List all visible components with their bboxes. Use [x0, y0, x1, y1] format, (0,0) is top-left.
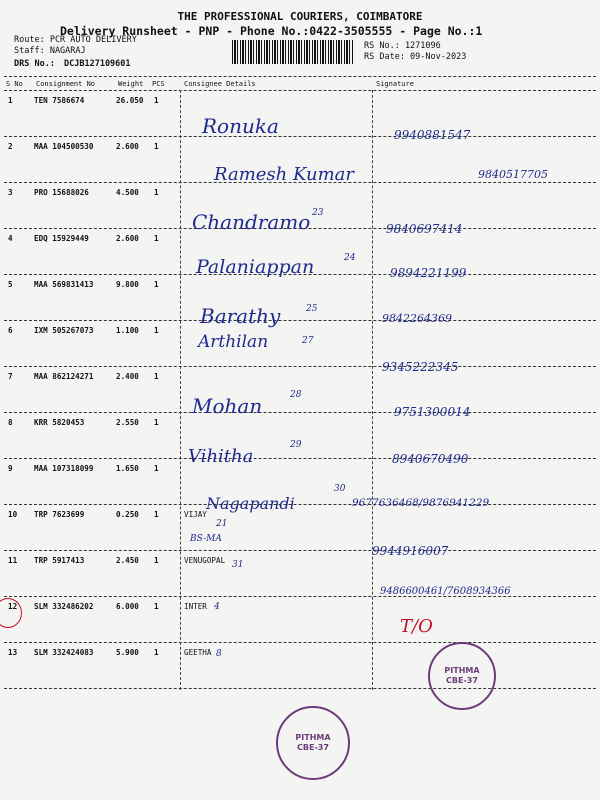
divider: [4, 76, 596, 77]
drs-label: DRS No.:: [14, 59, 55, 69]
row-weight: 1.100: [116, 326, 139, 335]
row-consignee: VIJAY: [184, 510, 207, 519]
row-pcs: 1: [154, 464, 159, 473]
row-sno: 1: [8, 96, 13, 105]
handwritten-name: Nagapandi: [206, 494, 295, 513]
handwritten-mark: T/O: [400, 616, 433, 637]
drs-number: DCJB127109601: [64, 59, 131, 69]
row-pcs: 1: [154, 510, 159, 519]
row-sno: 10: [8, 510, 18, 519]
col-consignment: Consignment No: [36, 80, 96, 88]
col-pcs: PCS: [152, 80, 165, 88]
handwritten-phone: 9840697414: [386, 222, 463, 236]
row-consignment: IXM 505267073: [34, 326, 94, 335]
handwritten-number: 27: [302, 336, 314, 346]
row-consignment: TEN 7586674: [34, 96, 85, 105]
handwritten-phone: 9751300014: [394, 405, 471, 419]
handwritten-phone: 9677636468/9876941229: [352, 497, 490, 509]
handwritten-phone: 9486600461/7608934366: [380, 586, 511, 597]
handwritten-number: 4: [214, 602, 220, 612]
col-sno: S No: [6, 80, 23, 88]
row-weight: 2.600: [116, 142, 139, 151]
divider: [4, 90, 596, 91]
row-consignee: INTER: [184, 602, 207, 611]
company-stamp: PITHMA CBE-37: [276, 706, 350, 780]
row-consignment: KRR 5820453: [34, 418, 85, 427]
row-pcs: 1: [154, 556, 159, 565]
column-rule: [180, 90, 181, 690]
row-pcs: 1: [154, 280, 159, 289]
row-divider: [4, 412, 596, 413]
column-rule: [372, 90, 373, 690]
row-pcs: 1: [154, 96, 159, 105]
row-pcs: 1: [154, 326, 159, 335]
row-weight: 2.550: [116, 418, 139, 427]
handwritten-phone: 9842264369: [382, 312, 452, 325]
row-divider: [4, 550, 596, 551]
handwritten-number: 28: [290, 390, 302, 400]
handwritten-name: Vihitha: [188, 446, 254, 467]
handwritten-number: 29: [290, 440, 302, 450]
row-divider: [4, 366, 596, 367]
row-weight: 2.400: [116, 372, 139, 381]
handwritten-name: Barathy: [200, 304, 281, 328]
row-pcs: 1: [154, 372, 159, 381]
row-sno: 12: [8, 602, 18, 611]
row-pcs: 1: [154, 234, 159, 243]
row-pcs: 1: [154, 188, 159, 197]
row-consignment: MAA 107318099: [34, 464, 94, 473]
row-sno: 11: [8, 556, 18, 565]
row-divider: [4, 642, 596, 643]
row-consignment: SLM 332486202: [34, 602, 94, 611]
row-consignment: EDQ 15929449: [34, 234, 89, 243]
row-sno: 9: [8, 464, 13, 473]
handwritten-phone: 9940881547: [394, 128, 471, 142]
row-consignee: GEETHA: [184, 648, 212, 657]
row-sno: 2: [8, 142, 13, 151]
handwritten-phone: 8940670490: [392, 452, 469, 466]
handwritten-name: Chandramo: [192, 210, 311, 234]
handwritten-note: BS-MA: [190, 534, 222, 544]
handwritten-number: 23: [312, 208, 324, 218]
handwritten-name: Mohan: [192, 394, 263, 418]
row-consignment: MAA 104500530: [34, 142, 94, 151]
row-pcs: 1: [154, 648, 159, 657]
handwritten-phone: 9944916007: [372, 544, 449, 558]
row-sno: 8: [8, 418, 13, 427]
row-divider: [4, 136, 596, 137]
row-sno: 6: [8, 326, 13, 335]
company-name: THE PROFESSIONAL COURIERS, COIMBATORE: [177, 10, 423, 23]
red-circle-mark: [0, 598, 22, 628]
row-divider: [4, 504, 596, 505]
row-divider: [4, 458, 596, 459]
row-weight: 26.050: [116, 96, 144, 105]
handwritten-phone: 9840517705: [478, 168, 548, 181]
rs-number: RS No.: 1271096: [364, 41, 441, 51]
row-sno: 7: [8, 372, 13, 381]
row-divider: [4, 688, 596, 689]
row-sno: 3: [8, 188, 13, 197]
col-weight: Weight: [118, 80, 144, 88]
row-sno: 13: [8, 648, 18, 657]
handwritten-number: 21: [216, 519, 228, 529]
row-consignment: MAA 862124271: [34, 372, 94, 381]
row-pcs: 1: [154, 142, 159, 151]
row-weight: 6.000: [116, 602, 139, 611]
row-weight: 2.450: [116, 556, 139, 565]
route-label: Route: PCR AUTO DELIVERY: [14, 35, 137, 45]
row-consignment: TRP 5917413: [34, 556, 85, 565]
handwritten-name: Arthilan: [198, 332, 269, 352]
handwritten-phone: 9345222345: [382, 360, 459, 374]
rs-date: RS Date: 09-Nov-2023: [364, 52, 467, 62]
row-sno: 4: [8, 234, 13, 243]
row-consignment: MAA 569831413: [34, 280, 94, 289]
handwritten-name: Ramesh Kumar: [214, 164, 355, 185]
handwritten-name: Ronuka: [202, 114, 279, 138]
runsheet-title: Delivery Runsheet - PNP - Phone No.:0422-3505555 - Page No.:1: [60, 24, 483, 38]
col-consignee: Consignee Details: [184, 80, 256, 88]
barcode: [232, 40, 354, 64]
row-consignee: VENUGOPAL: [184, 556, 226, 565]
row-weight: 5.900: [116, 648, 139, 657]
row-weight: 2.600: [116, 234, 139, 243]
row-weight: 9.800: [116, 280, 139, 289]
row-consignment: TRP 7623699: [34, 510, 85, 519]
handwritten-number: 31: [232, 560, 244, 570]
row-pcs: 1: [154, 602, 159, 611]
row-consignment: PRO 15688026: [34, 188, 89, 197]
handwritten-number: 8: [216, 649, 222, 659]
row-weight: 0.250: [116, 510, 139, 519]
handwritten-number: 24: [344, 253, 356, 263]
company-stamp: PITHMA CBE-37: [428, 642, 496, 710]
handwritten-name: Palaniappan: [196, 256, 315, 278]
handwritten-number: 30: [334, 484, 346, 494]
handwritten-phone: 9894221199: [390, 266, 467, 280]
staff-label: Staff: NAGARAJ: [14, 46, 86, 56]
row-weight: 4.500: [116, 188, 139, 197]
row-pcs: 1: [154, 418, 159, 427]
handwritten-number: 25: [306, 304, 318, 314]
row-weight: 1.650: [116, 464, 139, 473]
row-consignment: SLM 332424083: [34, 648, 94, 657]
row-divider: [4, 320, 596, 321]
col-signature: Signature: [376, 80, 414, 88]
row-sno: 5: [8, 280, 13, 289]
